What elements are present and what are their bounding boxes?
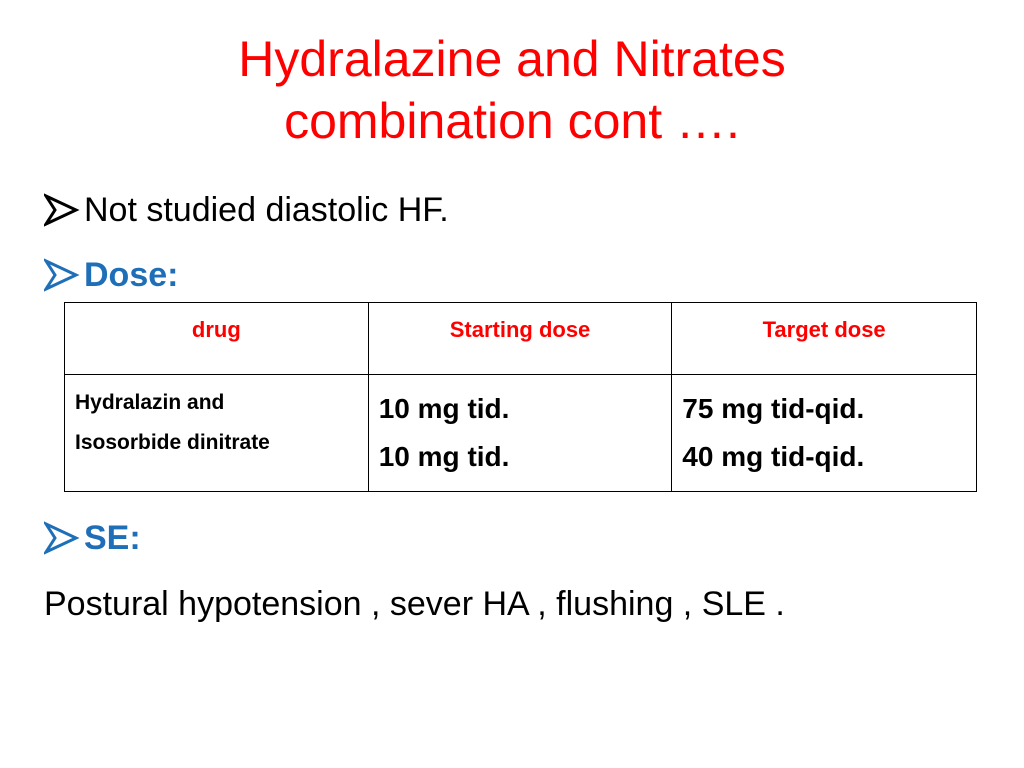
drug-line-1: Hydralazin and (75, 391, 225, 414)
side-effects-text: Postural hypotension , sever HA , flushing , SLE . (44, 585, 785, 623)
dose-table (64, 302, 977, 492)
bullet-se (44, 518, 141, 558)
drug-line-2: Isosorbide dinitrate (75, 431, 270, 454)
table-row (65, 375, 977, 492)
title-line-2: combination cont …. (284, 93, 740, 149)
bullet-not-studied (44, 190, 449, 230)
cell-target-dose (672, 375, 977, 492)
table-header-row (65, 303, 977, 375)
starting-dose-line-1: 10 mg tid. (378, 393, 510, 424)
arrow-bullet-icon (44, 193, 80, 227)
bullet-dose-label: Dose: (84, 256, 179, 294)
cell-drug (65, 375, 369, 492)
header-drug: drug (65, 303, 369, 375)
bullet-se-label: SE: (84, 519, 141, 557)
arrow-bullet-icon (44, 258, 80, 292)
arrow-bullet-icon (44, 521, 80, 555)
cell-starting-dose (368, 375, 672, 492)
slide-title (0, 28, 1024, 152)
header-target-dose: Target dose (672, 303, 977, 375)
bullet-not-studied-text: Not studied diastolic HF. (84, 191, 449, 229)
target-dose-line-2: 40 mg tid-qid. (682, 441, 865, 472)
target-dose-line-1: 75 mg tid-qid. (682, 393, 865, 424)
header-starting-dose: Starting dose (368, 303, 672, 375)
title-line-1: Hydralazine and Nitrates (238, 31, 786, 87)
starting-dose-line-2: 10 mg tid. (378, 441, 510, 472)
bullet-dose (44, 255, 178, 295)
